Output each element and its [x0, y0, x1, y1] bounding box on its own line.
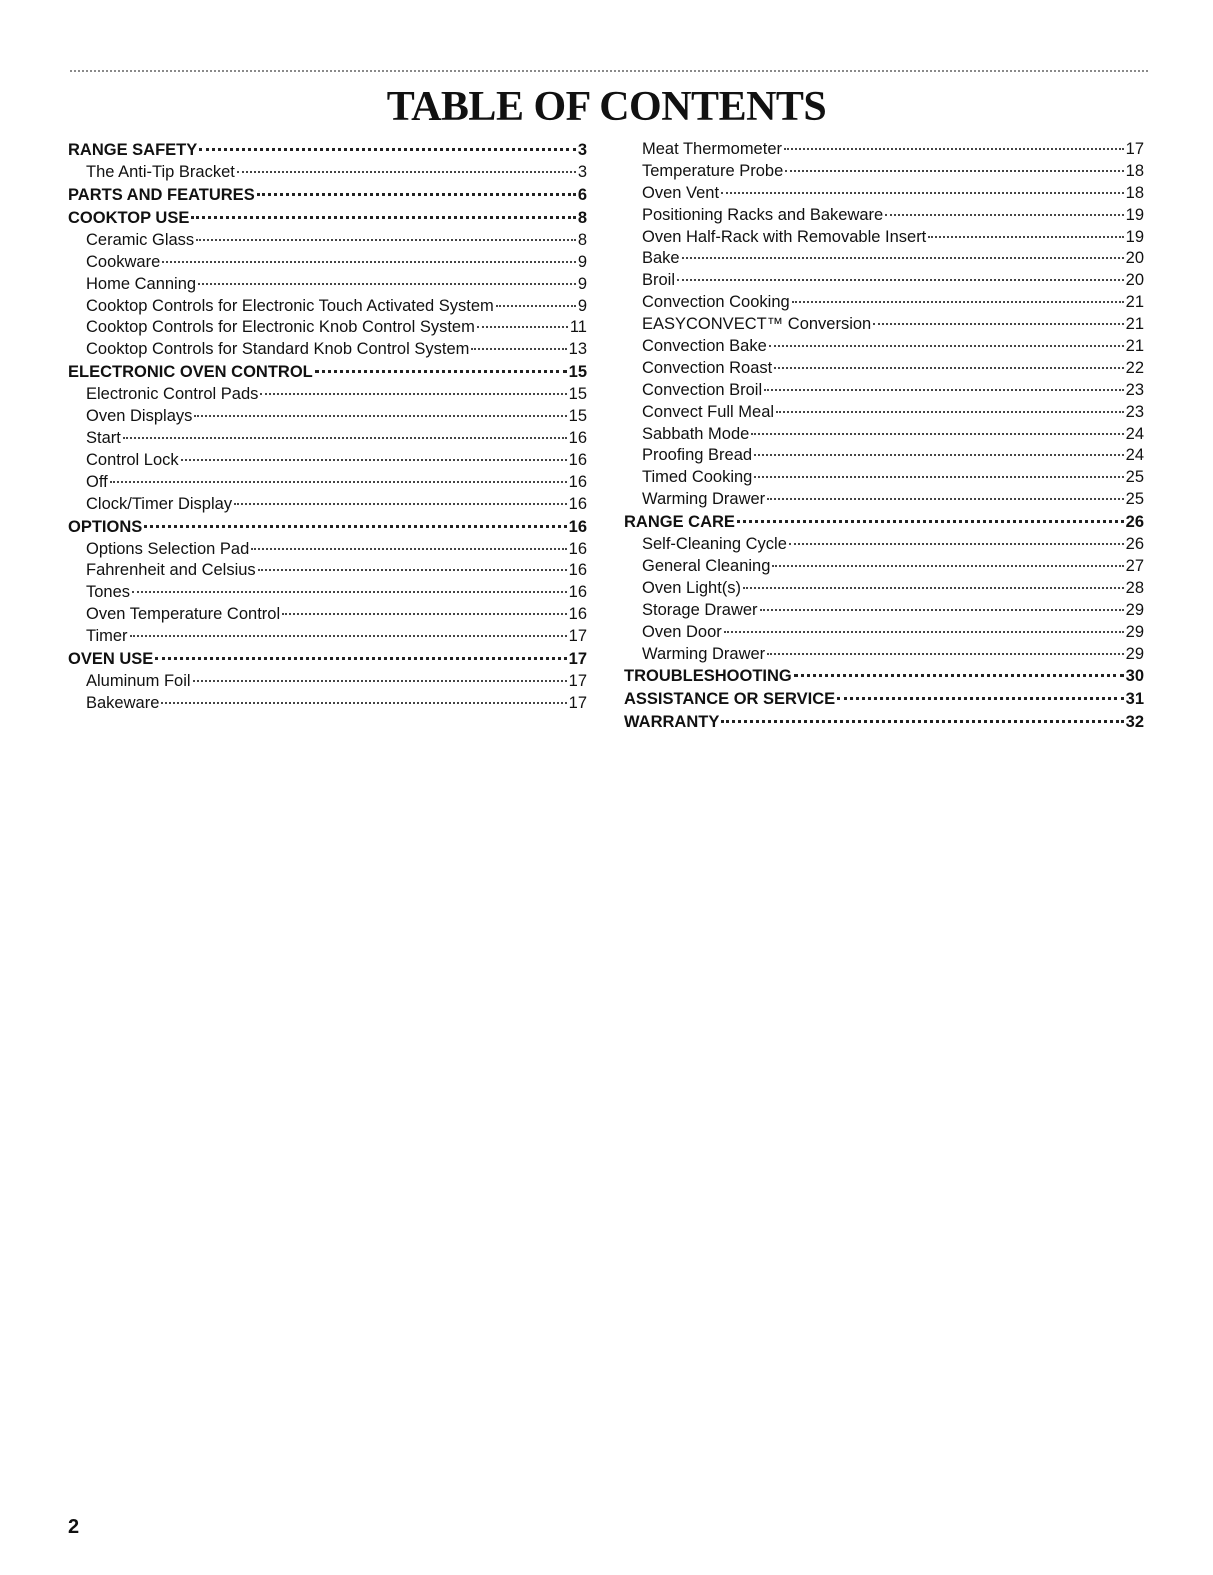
toc-subsection-entry[interactable]: [624, 139, 1144, 161]
toc-subsection-entry[interactable]: [68, 296, 587, 318]
toc-entry-label: Warming Drawer: [642, 644, 766, 663]
dot-leader: [776, 411, 1124, 413]
toc-subsection-entry[interactable]: [624, 424, 1144, 446]
dot-leader: [754, 454, 1124, 456]
toc-entry-page-number: 3: [577, 141, 587, 159]
toc-entry-page-number: 11: [569, 318, 587, 337]
dot-leader: [199, 148, 576, 151]
dot-leader: [794, 674, 1124, 677]
toc-entry-label: Oven Door: [642, 622, 722, 641]
dot-leader: [721, 192, 1124, 194]
toc-subsection-entry[interactable]: [68, 560, 587, 582]
toc-subsection-entry[interactable]: [624, 314, 1144, 336]
toc-entry-label: Oven Light(s): [642, 578, 742, 597]
toc-section-entry[interactable]: [624, 688, 1144, 711]
dot-leader: [282, 613, 567, 615]
toc-entry-page-number: 20: [1125, 249, 1144, 268]
toc-entry-page-number: 16: [568, 605, 587, 624]
toc-entry-page-number: 16: [568, 583, 587, 602]
toc-entry-label: Oven Displays: [86, 407, 193, 426]
toc-entry-label: Convection Broil: [642, 380, 763, 399]
top-dotted-rule: [70, 70, 1148, 72]
toc-entry-label: WARRANTY: [624, 713, 720, 732]
dot-leader: [769, 345, 1124, 347]
dot-leader: [767, 498, 1123, 500]
toc-entry-label: Cooktop Controls for Standard Knob Control System: [86, 340, 470, 359]
dot-leader: [132, 591, 567, 593]
dot-leader: [764, 389, 1124, 391]
dot-leader: [760, 609, 1124, 611]
page-title: TABLE OF CONTENTS: [386, 84, 827, 130]
toc-entry-page-number: 28: [1125, 578, 1144, 597]
toc-entry-label: The Anti-Tip Bracket: [86, 163, 235, 181]
toc-entry-page-number: 25: [1125, 490, 1144, 509]
toc-entry-page-number: 8: [577, 230, 587, 249]
dot-leader: [784, 148, 1124, 150]
toc-entry-page-number: 32: [1125, 713, 1144, 732]
toc-subsection-entry[interactable]: [624, 534, 1144, 556]
toc-section-entry[interactable]: [68, 361, 587, 384]
dot-leader: [721, 720, 1123, 723]
toc-entry-label: OVEN USE: [68, 650, 154, 669]
dot-leader: [161, 702, 566, 704]
toc-entry-label: Timed Cooking: [642, 468, 753, 487]
dot-leader: [123, 437, 567, 439]
toc-entry-label: Clock/Timer Display: [86, 494, 233, 513]
toc-entry-page-number: 3: [577, 163, 587, 181]
toc-entry-label: Sabbath Mode: [642, 424, 750, 443]
toc-entry-label: COOKTOP USE: [68, 208, 190, 227]
toc-entry-page-number: 16: [568, 517, 587, 536]
toc-entry-label: Meat Thermometer: [642, 140, 782, 158]
toc-entry-page-number: 16: [568, 472, 587, 491]
dot-leader: [885, 214, 1123, 216]
toc-subsection-entry[interactable]: [68, 162, 587, 184]
toc-entry-label: Oven Half-Rack with Removable Insert: [642, 227, 927, 246]
dot-leader: [110, 481, 567, 483]
dot-leader: [260, 393, 566, 395]
toc-subsection-entry[interactable]: [68, 472, 587, 494]
dot-leader: [754, 476, 1123, 478]
dot-leader: [785, 170, 1123, 172]
dot-leader: [789, 543, 1124, 545]
toc-entry-page-number: 15: [568, 407, 587, 426]
toc-subsection-entry[interactable]: [68, 339, 587, 361]
toc-entry-page-number: 26: [1125, 513, 1144, 532]
toc-entry-label: Start: [86, 429, 121, 448]
toc-entry-label: RANGE SAFETY: [68, 141, 198, 159]
toc-subsection-entry[interactable]: [624, 578, 1144, 600]
toc-entry-page-number: 29: [1125, 600, 1144, 619]
toc-entry-page-number: 20: [1125, 271, 1144, 290]
toc-subsection-entry[interactable]: [624, 183, 1144, 205]
toc-entry-page-number: 16: [568, 561, 587, 580]
dot-leader: [792, 301, 1124, 303]
toc-entry-page-number: 18: [1125, 183, 1144, 202]
dot-leader: [162, 261, 576, 263]
toc-entry-label: Self-Cleaning Cycle: [642, 535, 787, 554]
toc-entry-page-number: 23: [1125, 402, 1144, 421]
toc-subsection-entry[interactable]: [68, 604, 587, 626]
dot-leader: [751, 433, 1123, 435]
toc-subsection-entry[interactable]: [68, 671, 587, 693]
toc-subsection-entry[interactable]: [624, 445, 1144, 467]
toc-entry-page-number: 24: [1125, 446, 1144, 465]
toc-entry-label: Fahrenheit and Celsius: [86, 561, 256, 580]
toc-section-entry[interactable]: [68, 184, 587, 207]
dot-leader: [682, 257, 1124, 259]
toc-section-entry[interactable]: [624, 711, 1144, 734]
toc-entry-page-number: 8: [577, 208, 587, 227]
toc-subsection-entry[interactable]: [624, 227, 1144, 249]
toc-entry-page-number: 17: [568, 650, 587, 669]
dot-leader: [155, 657, 566, 660]
dot-leader: [237, 171, 576, 173]
toc-entry-label: Ceramic Glass: [86, 230, 195, 249]
dot-leader: [873, 323, 1123, 325]
toc-entry-page-number: 15: [568, 363, 587, 382]
toc-subsection-entry[interactable]: [68, 317, 587, 339]
dot-leader: [496, 305, 576, 307]
toc-subsection-entry[interactable]: [624, 489, 1144, 511]
toc-entry-page-number: 24: [1125, 424, 1144, 443]
toc-entry-page-number: 9: [577, 252, 587, 271]
toc-entry-page-number: 16: [568, 429, 587, 448]
toc-subsection-entry[interactable]: [624, 380, 1144, 402]
toc-entry-page-number: 13: [568, 340, 587, 359]
toc-entry-label: Oven Vent: [642, 183, 720, 202]
toc-entry-label: PARTS AND FEATURES: [68, 185, 255, 204]
toc-entry-page-number: 17: [568, 693, 587, 712]
dot-leader: [130, 635, 567, 637]
toc-entry-label: Cooktop Controls for Electronic Knob Control System: [86, 318, 475, 337]
toc-entry-label: Options Selection Pad: [86, 539, 250, 558]
toc-entry-label: Convection Bake: [642, 337, 767, 356]
toc-entry-label: Timer: [86, 627, 128, 646]
toc-subsection-entry[interactable]: [624, 270, 1144, 292]
toc-subsection-entry[interactable]: [68, 693, 587, 715]
dot-leader: [193, 680, 567, 682]
toc-entry-page-number: 22: [1125, 358, 1144, 377]
dot-leader: [198, 283, 576, 285]
toc-entry-page-number: 16: [568, 539, 587, 558]
dot-leader: [737, 520, 1124, 523]
toc-entry-label: Control Lock: [86, 450, 179, 469]
toc-section-entry[interactable]: [68, 648, 587, 671]
toc-subsection-entry[interactable]: [624, 622, 1144, 644]
toc-entry-page-number: 17: [568, 627, 587, 646]
dot-leader: [196, 239, 576, 241]
toc-entry-page-number: 17: [1125, 140, 1144, 158]
toc-entry-page-number: 25: [1125, 468, 1144, 487]
toc-entry-page-number: 19: [1125, 205, 1144, 224]
dot-leader: [772, 565, 1123, 567]
toc-entry-label: EASYCONVECT™ Conversion: [642, 315, 872, 334]
toc-left-column: [68, 139, 587, 715]
toc-entry-label: Warming Drawer: [642, 490, 766, 509]
toc-entry-page-number: 6: [577, 185, 587, 204]
toc-entry-page-number: 9: [577, 296, 587, 315]
toc-entry-page-number: 19: [1125, 227, 1144, 246]
toc-entry-label: Temperature Probe: [642, 161, 784, 180]
toc-entry-label: Electronic Control Pads: [86, 385, 259, 404]
toc-entry-label: Convection Roast: [642, 358, 773, 377]
toc-entry-label: ELECTRONIC OVEN CONTROL: [68, 363, 313, 382]
toc-subsection-entry[interactable]: [624, 644, 1144, 666]
dot-leader: [257, 193, 576, 196]
toc-entry-label: Bakeware: [86, 693, 160, 712]
dot-leader: [724, 631, 1124, 633]
toc-section-entry[interactable]: [624, 511, 1144, 534]
toc-subsection-entry[interactable]: [68, 428, 587, 450]
toc-subsection-entry[interactable]: [624, 161, 1144, 183]
dot-leader: [743, 587, 1124, 589]
toc-entry-page-number: 21: [1125, 293, 1144, 312]
toc-subsection-entry[interactable]: [68, 626, 587, 648]
toc-section-entry[interactable]: [68, 139, 587, 162]
toc-entry-label: OPTIONS: [68, 517, 143, 536]
toc-subsection-entry[interactable]: [68, 406, 587, 428]
toc-subsection-entry[interactable]: [624, 358, 1144, 380]
dot-leader: [251, 548, 566, 550]
toc-entry-label: ASSISTANCE OR SERVICE: [624, 690, 836, 709]
toc-subsection-entry[interactable]: [624, 336, 1144, 358]
toc-entry-page-number: 21: [1125, 315, 1144, 334]
toc-entry-label: Aluminum Foil: [86, 672, 191, 691]
toc-entry-label: Tones: [86, 583, 131, 602]
toc-section-entry[interactable]: [68, 207, 587, 230]
toc-entry-page-number: 31: [1125, 690, 1144, 709]
toc-entry-label: General Cleaning: [642, 557, 771, 576]
toc-entry-label: Bake: [642, 249, 680, 268]
dot-leader: [837, 697, 1123, 700]
toc-subsection-entry[interactable]: [624, 402, 1144, 424]
toc-entry-label: Off: [86, 472, 108, 491]
toc-entry-page-number: 21: [1125, 337, 1144, 356]
dot-leader: [315, 370, 567, 373]
dot-leader: [234, 503, 567, 505]
dot-leader: [194, 415, 566, 417]
toc-subsection-entry[interactable]: [68, 252, 587, 274]
toc-entry-label: Cookware: [86, 252, 161, 271]
dot-leader: [471, 348, 566, 350]
toc-entry-page-number: 18: [1125, 161, 1144, 180]
toc-entry-label: RANGE CARE: [624, 513, 735, 532]
toc-entry-page-number: 30: [1125, 667, 1144, 686]
toc-subsection-entry[interactable]: [68, 539, 587, 561]
dot-leader: [144, 525, 566, 528]
dot-leader: [767, 653, 1123, 655]
toc-entry-page-number: 9: [577, 274, 587, 293]
dot-leader: [191, 216, 575, 219]
toc-subsection-entry[interactable]: [68, 582, 587, 604]
toc-entry-label: Home Canning: [86, 274, 197, 293]
toc-subsection-entry[interactable]: [68, 274, 587, 296]
toc-subsection-entry[interactable]: [68, 384, 587, 406]
toc-entry-label: Positioning Racks and Bakeware: [642, 205, 884, 224]
toc-entry-page-number: 29: [1125, 622, 1144, 641]
toc-subsection-entry[interactable]: [68, 450, 587, 472]
toc-entry-label: TROUBLESHOOTING: [624, 667, 792, 686]
toc-subsection-entry[interactable]: [624, 292, 1144, 314]
toc-entry-label: Storage Drawer: [642, 600, 758, 619]
dot-leader: [258, 569, 567, 571]
dot-leader: [477, 326, 568, 328]
toc-subsection-entry[interactable]: [68, 494, 587, 516]
toc-entry-label: Cooktop Controls for Electronic Touch Activated System: [86, 296, 494, 315]
toc-entry-page-number: 23: [1125, 380, 1144, 399]
dot-leader: [774, 367, 1123, 369]
toc-entry-page-number: 29: [1125, 644, 1144, 663]
toc-entry-page-number: 16: [568, 450, 587, 469]
toc-entry-page-number: 16: [568, 494, 587, 513]
page-number: 2: [68, 1516, 80, 1538]
dot-leader: [181, 459, 567, 461]
toc-entry-label: Oven Temperature Control: [86, 605, 281, 624]
toc-subsection-entry[interactable]: [624, 600, 1144, 622]
toc-subsection-entry[interactable]: [624, 556, 1144, 578]
toc-subsection-entry[interactable]: [624, 205, 1144, 227]
toc-right-column: [624, 139, 1144, 734]
toc-entry-page-number: 27: [1125, 557, 1144, 576]
toc-entry-label: Broil: [642, 271, 676, 290]
toc-entry-page-number: 26: [1125, 535, 1144, 554]
toc-section-entry[interactable]: [68, 516, 587, 539]
toc-entry-page-number: 17: [568, 672, 587, 691]
toc-subsection-entry[interactable]: [624, 248, 1144, 270]
toc-section-entry[interactable]: [624, 665, 1144, 688]
toc-subsection-entry[interactable]: [624, 467, 1144, 489]
dot-leader: [677, 279, 1124, 281]
toc-entry-label: Convection Cooking: [642, 293, 790, 312]
dot-leader: [928, 236, 1123, 238]
toc-entry-page-number: 15: [568, 385, 587, 404]
toc-entry-label: Convect Full Meal: [642, 402, 775, 421]
toc-entry-label: Proofing Bread: [642, 446, 753, 465]
toc-subsection-entry[interactable]: [68, 230, 587, 252]
